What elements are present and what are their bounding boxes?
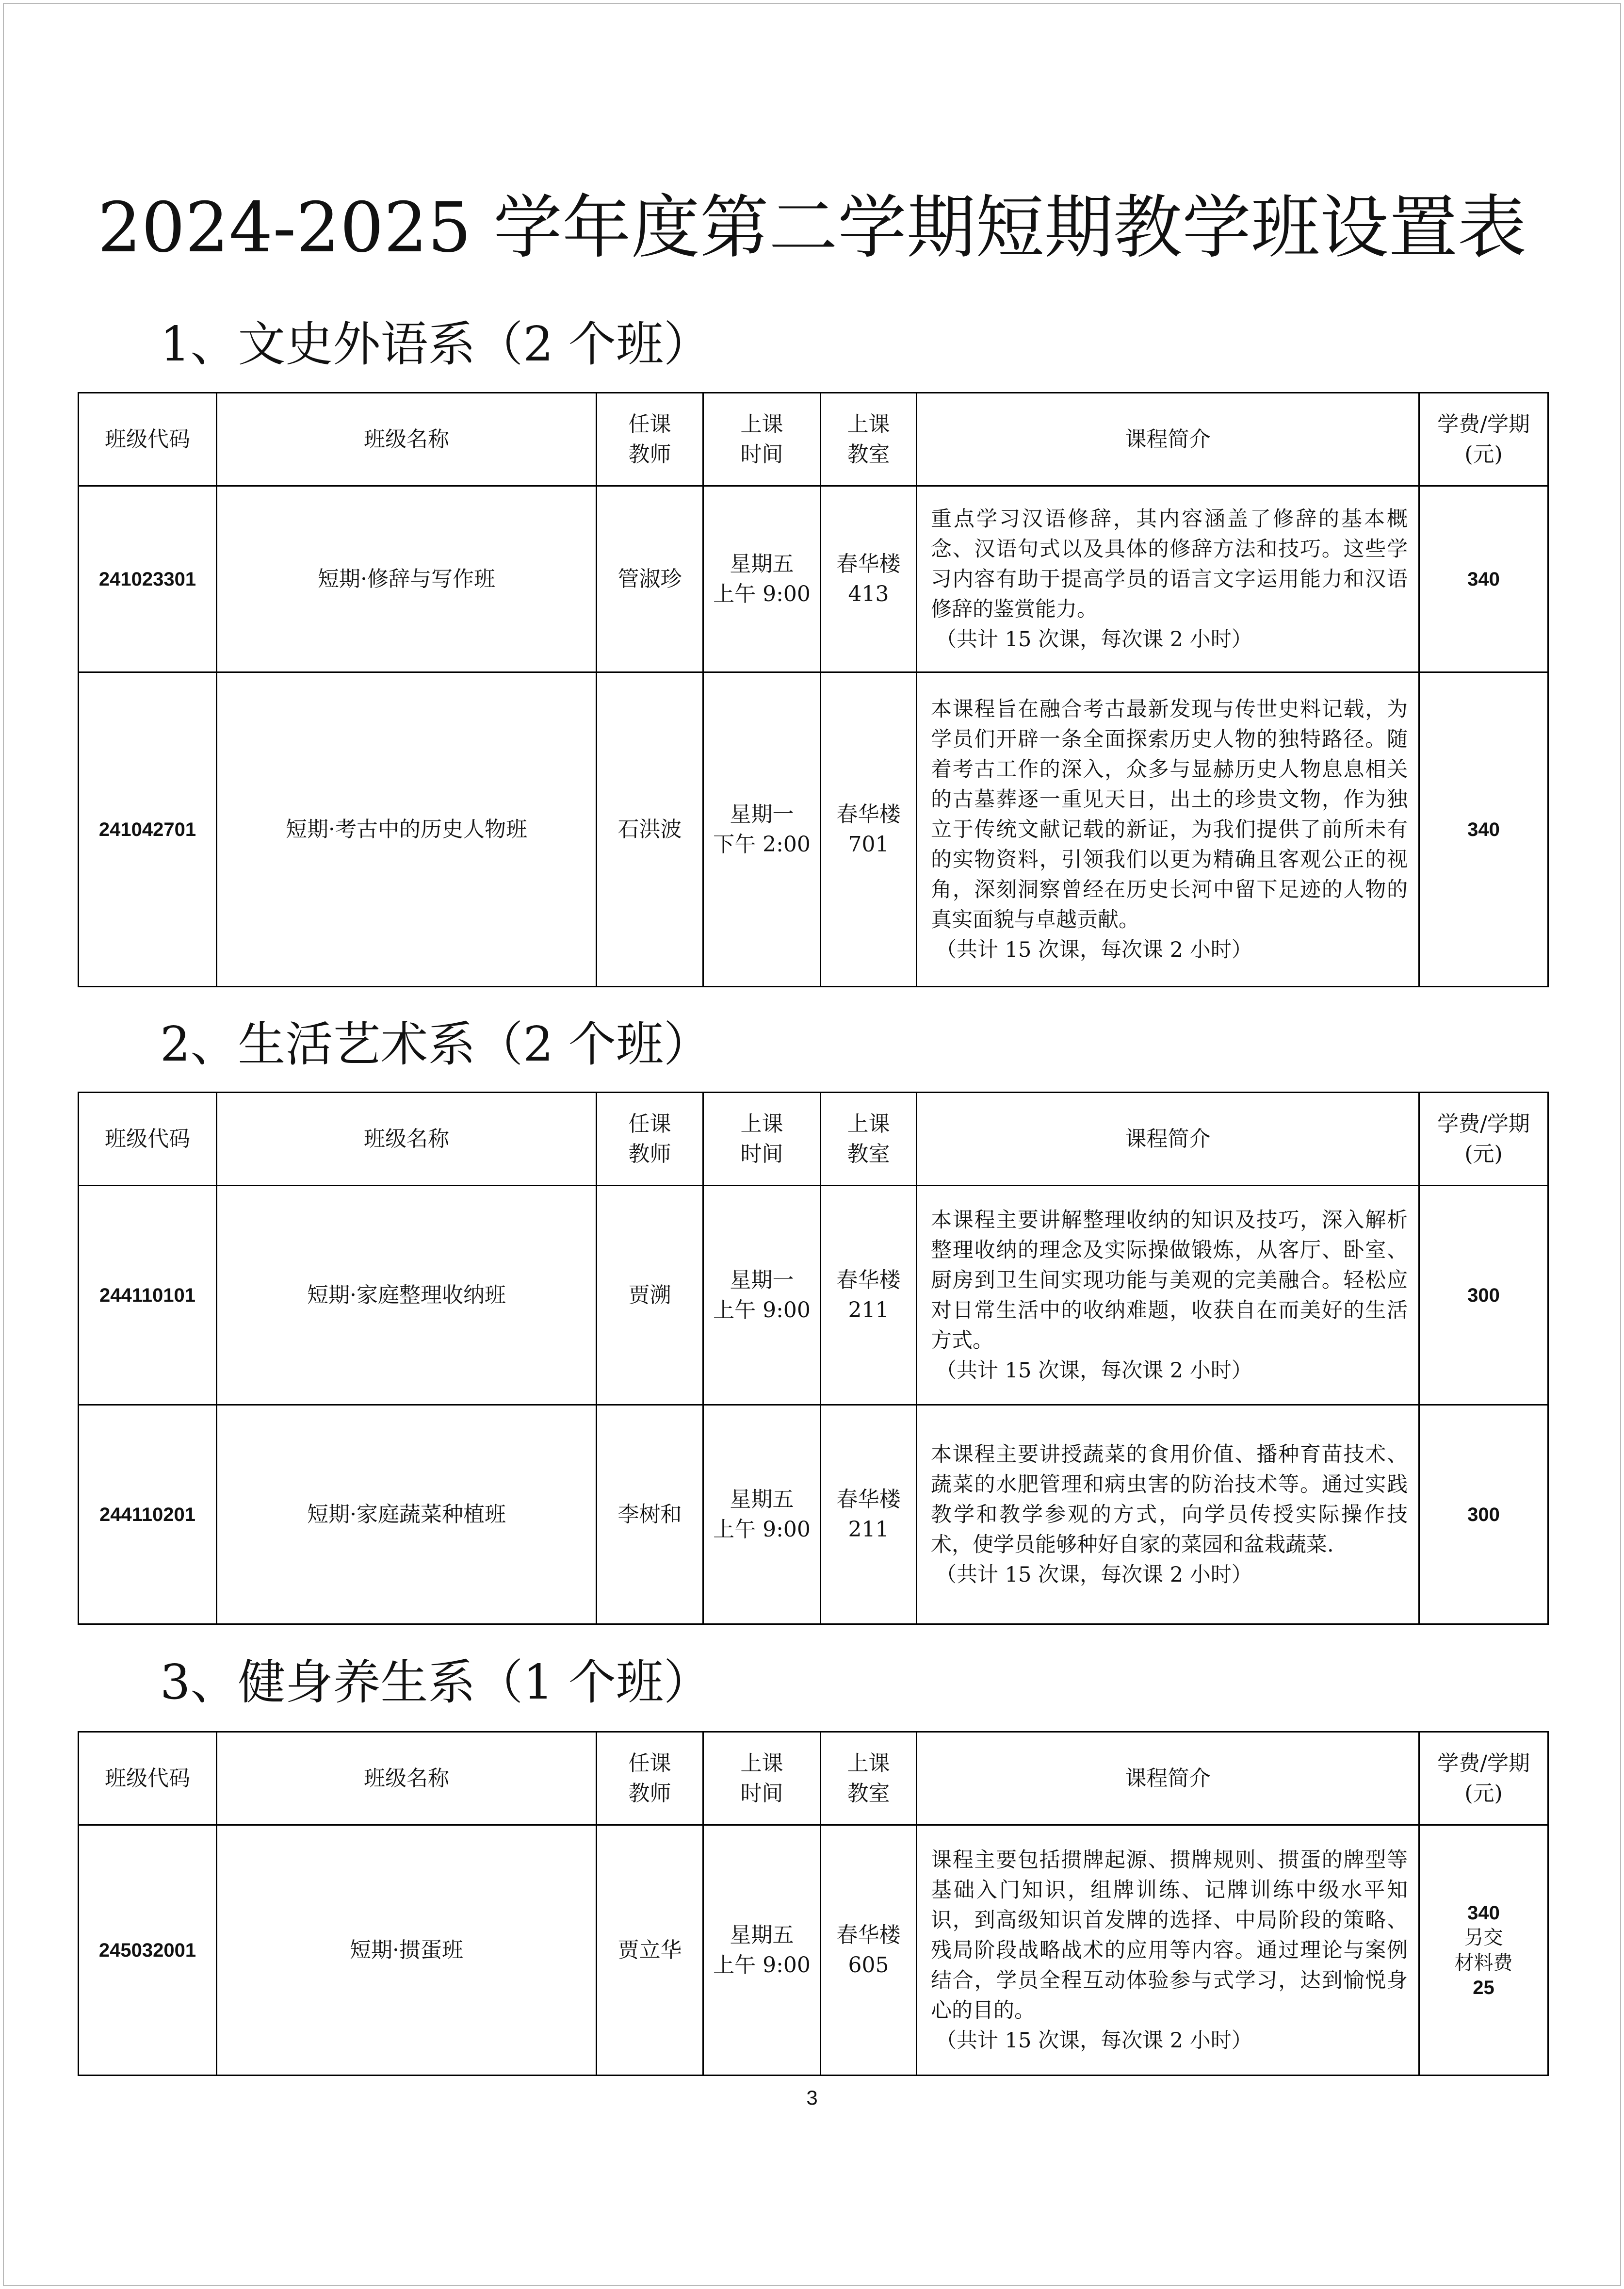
header-time: 上课 时间 — [703, 1732, 821, 1825]
header-teacher: 任课 教师 — [597, 393, 703, 486]
tuition-fee: 300 — [1419, 1405, 1548, 1624]
table-row — [79, 1405, 1548, 1624]
header-room: 上课 教室 — [821, 1732, 917, 1825]
teacher: 管淑珍 — [597, 486, 703, 672]
header-code: 班级代码 — [79, 1732, 217, 1825]
header-time: 上课 时间 — [703, 393, 821, 486]
fee-extra-label-2: 材料费 — [1454, 1951, 1513, 1974]
page-title: 2024-2025 学年度第二学期短期教学班设置表 — [97, 188, 1527, 268]
header-teacher: 任课 教师 — [597, 1093, 703, 1186]
table-literature — [78, 392, 1547, 987]
header-intro: 课程简介 — [917, 1093, 1419, 1186]
header-room: 上课 教室 — [821, 1093, 917, 1186]
header-fee: 学费/学期 (元) — [1419, 393, 1548, 486]
table-life-arts — [78, 1092, 1547, 1625]
header-name: 班级名称 — [217, 1093, 597, 1186]
class-name: 短期·考古中的历史人物班 — [217, 672, 597, 987]
class-time: 星期一 上午 9:00 — [703, 1186, 821, 1405]
header-intro: 课程简介 — [917, 1732, 1419, 1825]
classroom: 春华楼 211 — [821, 1186, 917, 1405]
header-name: 班级名称 — [217, 393, 597, 486]
course-intro: 本课程主要讲解整理收纳的知识及技巧，深入解析整理收纳的理念及实际操做锻炼，从客厅、卧室、厨房到卫生间实现功能与美观的完美融合。轻松应对日常生活中的收纳难题，收获自在而美好的生活方式。 （共计 15 次课，每次课 2 小时） — [917, 1186, 1419, 1405]
table-header-row — [79, 1093, 1548, 1186]
table-header-row — [79, 1732, 1548, 1825]
class-name: 短期·家庭蔬菜种植班 — [217, 1405, 597, 1624]
class-time: 星期五 上午 9:00 — [703, 1405, 821, 1624]
class-code: 241042701 — [79, 672, 217, 987]
material-fee-amount: 25 — [1473, 1977, 1494, 1998]
class-code: 244110201 — [79, 1405, 217, 1624]
class-code: 241023301 — [79, 486, 217, 672]
course-intro: 本课程主要讲授蔬菜的食用价值、播种育苗技术、蔬菜的水肥管理和病虫害的防治技术等。通过实践教学和教学参观的方式，向学员传授实际操作技术，使学员能够种好自家的菜园和盆栽蔬菜. （共计 15 次课，每次课 2 小时） — [917, 1405, 1419, 1624]
class-name: 短期·家庭整理收纳班 — [217, 1186, 597, 1405]
section-heading-life-arts: 2、生活艺术系（2 个班） — [160, 1017, 711, 1072]
class-time: 星期一 下午 2:00 — [703, 672, 821, 987]
class-time: 星期五 上午 9:00 — [703, 1825, 821, 2076]
fee-amount: 340 — [1467, 1902, 1500, 1924]
class-name: 短期·修辞与写作班 — [217, 486, 597, 672]
class-time: 星期五 上午 9:00 — [703, 486, 821, 672]
section-heading-fitness: 3、健身养生系（1 个班） — [160, 1655, 711, 1710]
fee-extra-label-1: 另交 — [1464, 1926, 1503, 1949]
teacher: 贾溯 — [597, 1186, 703, 1405]
table-row — [79, 1186, 1548, 1405]
header-room: 上课 教室 — [821, 393, 917, 486]
course-intro: 重点学习汉语修辞，其内容涵盖了修辞的基本概念、汉语句式以及具体的修辞方法和技巧。这些学习内容有助于提高学员的语言文字运用能力和汉语修辞的鉴赏能力。 （共计 15 次课，每次课 2 小时） — [917, 486, 1419, 672]
tuition-fee: 340 — [1419, 672, 1548, 987]
header-time: 上课 时间 — [703, 1093, 821, 1186]
header-teacher: 任课 教师 — [597, 1732, 703, 1825]
class-name: 短期·掼蛋班 — [217, 1825, 597, 2076]
class-code: 244110101 — [79, 1186, 217, 1405]
header-fee: 学费/学期 (元) — [1419, 1732, 1548, 1825]
section-heading-literature: 1、文史外语系（2 个班） — [160, 317, 711, 372]
table-fitness — [78, 1731, 1547, 2076]
header-code: 班级代码 — [79, 1093, 217, 1186]
teacher: 石洪波 — [597, 672, 703, 987]
teacher: 李树和 — [597, 1405, 703, 1624]
table-header-row — [79, 393, 1548, 486]
teacher: 贾立华 — [597, 1825, 703, 2076]
tuition-fee — [1419, 1825, 1548, 2076]
classroom: 春华楼 605 — [821, 1825, 917, 2076]
header-name: 班级名称 — [217, 1732, 597, 1825]
page-number: 3 — [806, 2086, 818, 2109]
classroom: 春华楼 413 — [821, 486, 917, 672]
header-fee: 学费/学期 (元) — [1419, 1093, 1548, 1186]
table-row — [79, 486, 1548, 672]
course-intro: 课程主要包括掼牌起源、掼牌规则、掼蛋的牌型等基础入门知识，组牌训练、记牌训练中级水平知识，到高级知识首发牌的选择、中局阶段的策略、残局阶段战略战术的应用等内容。通过理论与案例结合，学员全程互动体验参与式学习，达到愉悦身心的目的。 （共计 15 次课，每次课 2 小时） — [917, 1825, 1419, 2076]
table-row — [79, 1825, 1548, 2076]
classroom: 春华楼 211 — [821, 1405, 917, 1624]
classroom: 春华楼 701 — [821, 672, 917, 987]
tuition-fee: 300 — [1419, 1186, 1548, 1405]
header-intro: 课程简介 — [917, 393, 1419, 486]
header-code: 班级代码 — [79, 393, 217, 486]
class-code: 245032001 — [79, 1825, 217, 2076]
tuition-fee: 340 — [1419, 486, 1548, 672]
course-intro: 本课程旨在融合考古最新发现与传世史料记载，为学员们开辟一条全面探索历史人物的独特路径。随着考古工作的深入，众多与显赫历史人物息息相关的古墓葬逐一重见天日，出土的珍贵文物，作为独立于传统文献记载的新证，为我们提供了前所未有的实物资料，引领我们以更为精确且客观公正的视角，深刻洞察曾经在历史长河中留下足迹的人物的真实面貌与卓越贡献。 （共计 15 次课，每次课 2 小时） — [917, 672, 1419, 987]
table-row — [79, 672, 1548, 987]
